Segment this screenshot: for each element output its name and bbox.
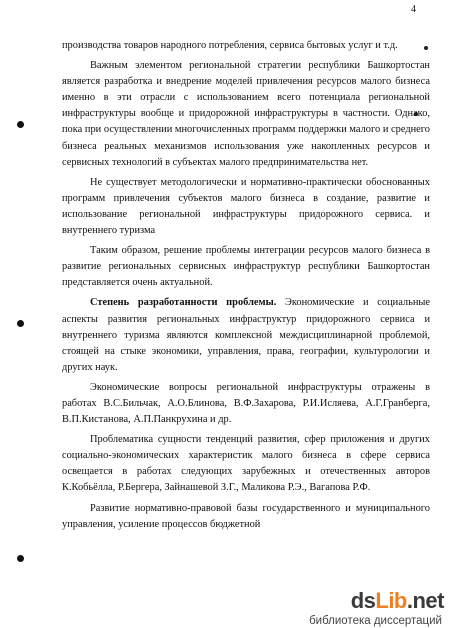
paragraph-text: Экономические и социальные аспекты развития региональных инфраструктур придорожного сервиса и внутреннего туризма являются комплексной междисциплинарной проблемой, стоящей на стыке экономики, управления, права, географии, культурологии и других наук.	[62, 297, 430, 373]
paragraph-degree	[62, 295, 430, 375]
paragraph: Не существует методологически и нормативно-практически обоснованных программ привлечения субъектов малого бизнеса в создание, развитие и использование региональной инфраструктуры придорожного сервиса. и внутреннего туризма	[62, 176, 430, 237]
page-number: 4	[411, 4, 416, 15]
logo-subtitle: библиотека диссертаций	[309, 615, 442, 627]
paragraph: Проблематика сущности тенденций развития, сфер приложения и других социально-экономических характеристик малого бизнеса в сфере сервиса освещается в работах следующих зарубежных и отечественных авторов К.Кобьёлла, Р.Бергера, Зайнашевой З.Г., Маликова Р.Э., Вагапова Р.Ф.	[62, 434, 430, 494]
logo-net: .net	[406, 588, 444, 613]
logo-ds: ds	[350, 588, 376, 613]
punch-hole-dot	[17, 555, 24, 562]
punch-hole-dot	[17, 121, 24, 128]
paragraph: производства товаров народного потребления, сервиса бытовых услуг и т.д.	[62, 40, 398, 51]
paragraph: Таким образом, решение проблемы интеграции ресурсов малого бизнеса в развитие региональных сервисных инфраструктур республики Башкортостан представляется очень актуальной.	[62, 245, 430, 289]
dslib-watermark[interactable]	[272, 588, 450, 628]
paragraph: Важным элементом региональной стратегии республики Башкортостан является разработка и внедрение моделей привлечения ресурсов малого бизнеса именно в эти отрасли с использованием всего потенциала региональной инфраструктуры вообще и придорожной инфраструктуры в частности. Однако, пока при осуществлении многочисленных программ поддержки малого и среднего бизнеса реальных механизмов использования уже накопленных ресурсов и сервисных технологий в субъектах малого предпринимательства нет.	[62, 60, 430, 168]
dslib-logo	[351, 588, 444, 614]
section-heading: Степень разработанности проблемы.	[90, 297, 277, 309]
document-body	[62, 38, 430, 537]
paragraph: Развитие нормативно-правовой базы государственного и муниципального управления, усиление процессов бюджетной	[62, 502, 430, 530]
punch-hole-dot	[17, 320, 24, 327]
logo-lib: Lib	[375, 588, 407, 613]
paragraph: Экономические вопросы региональной инфраструктуры отражены в работах В.С.Бильчак, А.О.Блинова, В.Ф.Захарова, Р.И.Исляева, А.Г.Гранберга, В.П.Кистанова, А.П.Панкрухина и др.	[62, 381, 430, 426]
